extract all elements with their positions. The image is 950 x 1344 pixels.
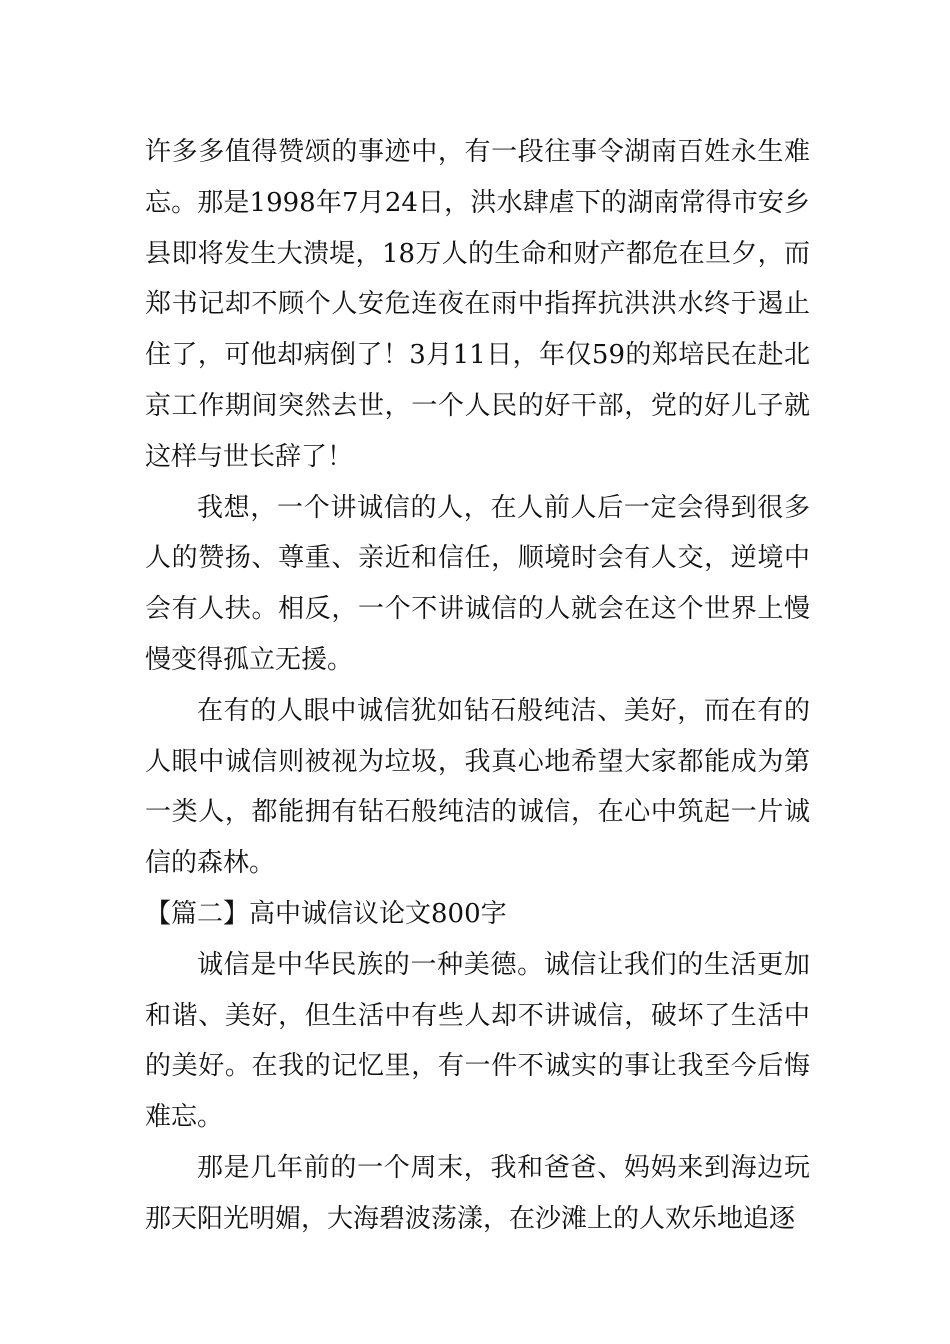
section-heading: 【篇二】高中诚信议论文800字 (145, 898, 507, 929)
paragraph-3: 在有的人眼中诚信犹如钻石般纯洁、美好，而在有的人眼中诚信则被视为垃圾，我真心地希望大家都能成为第一类人，都能拥有钻石般纯洁的诚信，在心中筑起一片诚信的森林。 (145, 695, 810, 879)
paragraph-1: 许多多值得赞颂的事迹中，有一段往事令湖南百姓永生难忘。那是1998年7月24日，洪水肆虐下的湖南常得市安乡县即将发生大溃堤，18万人的生命和财产都危在旦夕，而郑书记却不顾个人安危连夜在雨中指挥抗洪洪水终于遏止住了，可他却病倒了！3月11日，年仅59的郑培民在赴北京工作期间突然去世，一个人民的好干部，党的好儿子就这样与世长辞了！ (145, 137, 810, 472)
paragraph-2: 我想，一个讲诚信的人，在人前人后一定会得到很多人的赞扬、尊重、亲近和信任，顺境时会有人交，逆境中会有人扶。相反，一个不讲诚信的人就会在这个世界上慢慢变得孤立无援。 (145, 492, 810, 675)
paragraph-5: 那是几年前的一个周末，我和爸爸、妈妈来到海边玩那天阳光明媚，大海碧波荡漾，在沙滩上的人欢乐地追逐 (145, 1152, 810, 1234)
document-body (145, 127, 810, 1245)
paragraph-4: 诚信是中华民族的一种美德。诚信让我们的生活更加和谐、美好，但生活中有些人却不讲诚信，破坏了生活中的美好。在我的记忆里，有一件不诚实的事让我至今后悔难忘。 (145, 949, 810, 1133)
